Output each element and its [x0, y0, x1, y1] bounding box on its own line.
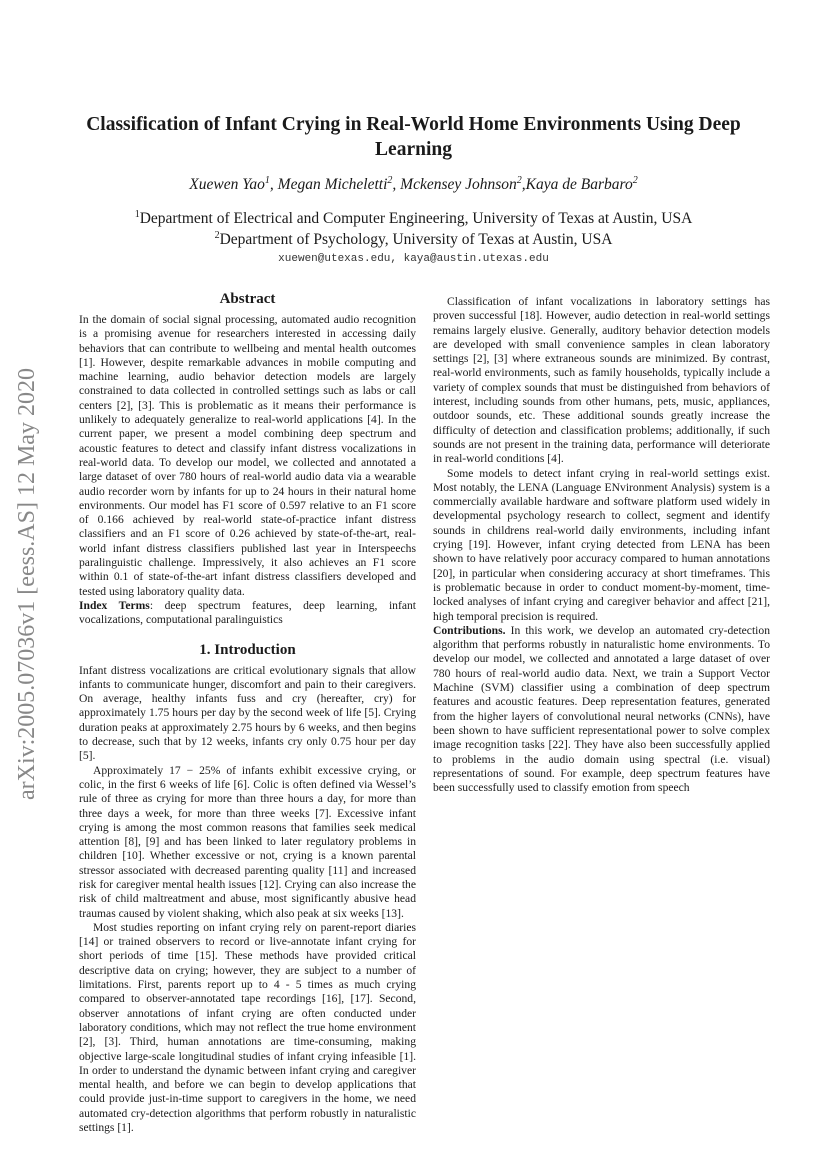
- affiliation-text: Department of Electrical and Computer Engineering, University of Texas at Austin, USA: [139, 210, 693, 227]
- affiliation-marker: 2: [214, 229, 220, 241]
- right-column: [433, 295, 770, 795]
- author-list: Xuewen Yao$^1$, Megan Micheletti$^2$, Mckensey Johnson$^2$,Kaya de Barbaro$^2$: [189, 174, 638, 193]
- author-emails: xuewen@utexas.edu, kaya@austin.utexas.edu: [278, 253, 549, 265]
- paragraph: Some models to detect infant crying in real-world settings exist. Most notably, the LENA (Language ENvironment Analysis) system is a commercially available hardware and software platform used widely in developmental psychology research to collect, segment and identify sounds in childrens real-world daily environments, including infant crying [19]. However, infant crying detected from LENA has been shown to have relatively poor accuracy compared to human annotations [20], in particular when considering accuracy at short timeframes. This is problematic because in order to conduct moment-by-moment, time-locked analyses of infant crying and caregiver behavior and affect [21], high temporal precision is required.: [433, 466, 770, 623]
- affiliation-text: Department of Psychology, University of Texas at Austin, USA: [219, 231, 613, 248]
- paper-title: Classification of Infant Crying in Real-World Home Environments Using Deep Learning: [86, 114, 741, 160]
- index-terms: [79, 599, 416, 628]
- affiliation: [60, 231, 767, 249]
- contributions-text: In this work, we develop an automated cry-detection algorithm that performs robustly in naturalistic home environments. To develop our model, we collected and annotated a large dataset of over 780 hours of real-world audio data. Next, we train a Support Vector Machine (SVM) classifier using a combination of deep spectrum features and acoustic features. Deep representation features, generated from the higher layers of convolutional neural networks (CNNs), have been shown to have sufficient representational power to solve complex image recognition tasks [22]. They have also been successfully applied to problems in the audio domain using spectral (i.e. visual) representations of sound. For example, deep spectrum features have been successfully used to classify emotion from speech: [433, 623, 770, 795]
- paragraph: Classification of infant vocalizations in laboratory settings has proven successful [18]. However, audio detection in real-world settings remains largely elusive. Generally, auditory behavior detection models are developed with small convenience samples in clean laboratory settings [2], [3] where extraneous sounds are minimized. By contrast, real-world environments, such as family households, typically include a variety of complex sounds that must be distinguished from behaviors of interest, including sounds from other humans, pets, music, appliances, outdoor sounds, etc. These additional sounds greatly increase the difficulty of detection and classification problems; additionally, if such sounds are not present in the training data, performance will deteriorate in real-world conditions [4].: [433, 295, 770, 466]
- affiliation-marker: 2: [387, 174, 393, 186]
- index-terms-text: : deep spectrum features, deep learning, infant vocalizations, computational paralinguistics: [79, 598, 416, 627]
- paragraph: Approximately 17 − 25% of infants exhibit excessive crying, or colic, in the first 6 weeks of life [6]. Colic is often defined via Wessel’s rule of three as crying for more than three hours a day, for more than three days a week, for more than three weeks [7]. Excessive infant crying is among the most common reasons that families seek medical attention [8], [9] and has been linked to later regulatory problems in children [10]. Whether excessive or not, crying is a known parental stressor associated with decreased parenting quality [11] and increased risk for caregiver mental health issues [12]. Crying can also increase the risk of child maltreatment and abuse, most significantly abusive head traumas caused by violent shaking, which also peak at six weeks [13].: [79, 763, 416, 920]
- contributions-label: Contributions.: [433, 623, 506, 637]
- contributions-paragraph: [433, 624, 770, 796]
- affiliation-marker: 1: [264, 174, 270, 186]
- left-column: [79, 290, 416, 1135]
- author: Megan Micheletti: [277, 176, 388, 193]
- affiliation: [60, 210, 767, 228]
- abstract-text: In the domain of social signal processing, automated audio recognition is a promising avenue for researchers interested in accessing daily behaviors that can contribute to wellbeing and mental health outcomes [1]. However, despite remarkable advances in mobile computing and machine learning, audio behavior detection models are largely constrained to data collected in controlled settings such as labs or call centers [2], [3]. This is problematic as it means their performance is unlikely to adequately generalize to real-world applications [4]. In the current paper, we present a model combining deep spectrum and acoustic features to detect and classify infant distress vocalizations in real-world data. To develop our model, we collected and annotated a large dataset of over 780 hours of real-world audio data via a wearable audio recorder worn by infants for up to 24 hours in their natural home environments. Our model has F1 score of 0.597 relative to an F1 score of 0.166 achieved by real-world state-of-practice infant distress classifiers and an F1 score of 0.26 achieved by state-of-the-art, real-world infant distress classifiers published last year in Interspeechs paralinguistic challenge. Impressively, it also achieves an F1 score within 0.1 of state-of-the-art infant distress classifiers developed and tested using laboratory quality data.: [79, 313, 416, 598]
- index-terms-label: Index Terms: [79, 598, 150, 612]
- paragraph: Infant distress vocalizations are critical evolutionary signals that allow infants to communicate hunger, discomfort and pain to their caregivers. On average, healthy infants fuss and cry (hereafter, cry) for approximately 1.75 hours per day by the second week of life [5]. Crying duration peaks at approximately 2.75 hours by 6 weeks, and then begins to decrease, such that by 12 weeks, infants cry only 0.75 hour per day [5].: [79, 663, 416, 763]
- author: Mckensey Johnson: [400, 176, 517, 193]
- arxiv-watermark: arXiv:2005.07036v1 [eess.AS] 12 May 2020: [14, 368, 40, 800]
- affiliation-marker: 1: [134, 208, 140, 220]
- introduction-heading: 1. Introduction: [199, 641, 296, 658]
- paragraph: Most studies reporting on infant crying rely on parent-report diaries [14] or trained observers to record or live-annotate infant crying for short periods of time [15]. These methods have provided critical descriptive data on crying; however, they are subject to a number of limitations. First, parents report up to 4 - 5 times as much crying compared to observer-annotated tape recordings [16], [17]. Second, observer annotations of infant crying are often conducted under laboratory conditions, which may not reflect the true home environment [2], [3]. Third, human annotations are time-consuming, making objective large-scale longitudinal studies of infant crying infeasible [1]. In order to understand the dynamic between infant crying and caregiver mental health, and before we can begin to develop applications that could provide just-in-time support to caregivers in the home, we need automated cry-detection algorithms that perform robustly in naturalistic settings [1].: [79, 920, 416, 1135]
- affiliation-marker: 2: [516, 174, 522, 186]
- abstract-heading: Abstract: [219, 291, 276, 307]
- affiliation-marker: 2: [632, 174, 638, 186]
- author: Xuewen Yao: [189, 176, 265, 193]
- author: Kaya de Barbaro: [525, 176, 633, 193]
